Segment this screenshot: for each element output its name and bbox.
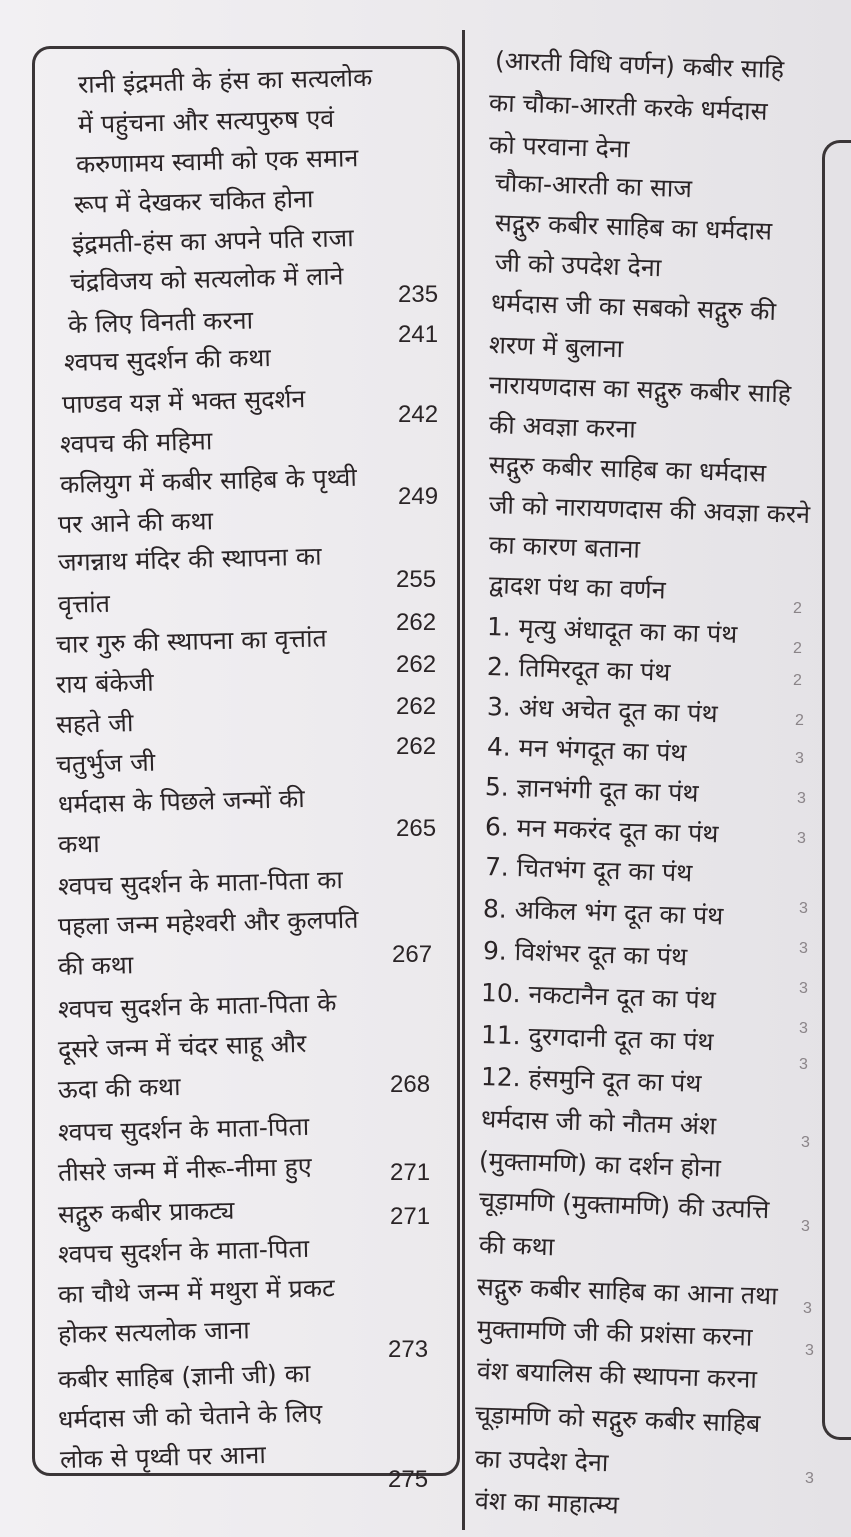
toc-line: का चौका-आरती करके धर्मदास [488,88,769,126]
toc-line: दूसरे जन्म में चंदर साहू और [57,1028,307,1064]
toc-line: 1. मृत्यु अंधादूत का का पंथ [486,612,738,649]
toc-line: कलियुग में कबीर साहिब के पृथ्वी [59,462,358,499]
toc-line: का उपदेश देना [474,1444,609,1478]
edge-page-number: 3 [799,900,808,917]
toc-line: जी को नारायणदास की अवज्ञा करने [488,490,811,530]
toc-line: सहते जी [55,708,134,739]
edge-page-number: 3 [799,1020,808,1037]
page-number: 255 [396,566,437,593]
toc-line: 9. विशंभर दूत का पंथ [482,936,688,972]
toc-line: 4. मन भंगदूत का पंथ [486,732,687,768]
page-number: 275 [388,1466,429,1493]
page-number: 249 [398,483,439,510]
edge-page-number: 3 [799,940,808,957]
edge-page-number: 3 [803,1300,812,1317]
toc-line: का कारण बताना [488,530,641,564]
page-number: 235 [398,281,439,308]
toc-line: का चौथे जन्म में मथुरा में प्रकट [57,1273,335,1309]
edge-page-number: 3 [797,830,806,847]
toc-line: धर्मदास जी को नौतम अंश [480,1104,717,1141]
toc-line: पर आने की कथा [57,506,214,539]
toc-line: वृत्तांत [57,588,111,619]
toc-line: धर्मदास जी का सबको सद्गुरु की [490,288,777,326]
toc-line: श्वपच सुदर्शन की कथा [63,342,272,377]
toc-line: श्वपच सुदर्शन के माता-पिता [57,1111,310,1147]
toc-line: 10. नकटानैन दूत का पंथ [480,978,717,1015]
toc-line: चतुर्भुज जी [55,747,156,779]
toc-line: लोक से पृथ्वी पर आना [59,1439,267,1474]
toc-line: ऊदा की कथा [57,1072,181,1104]
edge-page-number: 3 [801,1134,810,1151]
toc-line: के लिए विनती करना [67,305,254,339]
toc-line: की अवज्ञा करना [488,410,637,444]
toc-line: करुणामय स्वामी को एक समान [75,143,359,179]
toc-line: 6. मन मकरंद दूत का पंथ [484,812,719,849]
toc-line: कथा [57,828,100,859]
toc-line: में पहुंचना और सत्यपुरुष एवं [77,103,335,139]
page-number: 273 [388,1336,429,1363]
edge-page-number: 2 [795,712,804,729]
toc-line: 11. दुरगदानी दूत का पंथ [480,1020,714,1057]
toc-line: चूड़ामणि (मुक्तामणि) की उत्पत्ति [478,1186,770,1225]
page-number: 241 [398,321,439,348]
toc-line: 12. हंसमुनि दूत का पंथ [480,1062,702,1098]
edge-page-number: 2 [793,640,802,657]
toc-line: 5. ज्ञानभंगी दूत का पंथ [484,772,699,808]
toc-line: (आरती विधि वर्णन) कबीर साहि [494,46,785,85]
toc-line: 3. अंध अचेत दूत का पंथ [486,692,719,729]
page-number: 268 [390,1071,431,1098]
toc-line: तीसरे जन्म में नीरू-नीमा हुए [57,1151,312,1187]
toc-line: जी को उपदेश देना [494,248,662,283]
toc-line: श्वपच सुदर्शन के माता-पिता का [57,865,344,901]
toc-line: चंद्रविजय को सत्यलोक में लाने [69,261,344,297]
page-number: 262 [396,609,437,636]
edge-page-number: 3 [801,1218,810,1235]
toc-line: श्वपच सुदर्शन के माता-पिता [57,1233,310,1269]
toc-line: होकर सत्यलोक जाना [57,1315,251,1349]
toc-line: शरण में बुलाना [488,330,624,364]
page-number: 242 [398,401,439,428]
toc-line: चौका-आरती का साज [494,168,693,204]
toc-line: 2. तिमिरदूत का पंथ [486,652,671,687]
edge-page-number: 2 [793,600,802,617]
toc-line: सद्गुरु कबीर प्राकट्य [57,1195,235,1229]
page-number: 265 [396,815,437,842]
toc-line: रानी इंद्रमती के हंस का सत्यलोक [77,62,373,99]
toc-line: सद्गुरु कबीर साहिब का आना तथा [476,1272,779,1311]
page-number: 267 [392,941,433,968]
toc-line: सद्गुरु कबीर साहिब का धर्मदास [494,208,773,246]
toc-line: वंश बयालिस की स्थापना करना [476,1356,758,1394]
toc-line: श्वपच सुदर्शन के माता-पिता के [57,988,337,1024]
toc-line: कबीर साहिब (ज्ञानी जी) का [57,1358,311,1394]
toc-line: को परवाना देना [488,130,630,164]
right-toc-column [465,0,851,1537]
page-number: 262 [396,693,437,720]
toc-line: रूप में देखकर चकित होना [73,184,314,219]
edge-page-number: 3 [799,980,808,997]
toc-line: चार गुरु की स्थापना का वृत्तांत [55,623,328,659]
toc-line: श्वपच की महिमा [59,426,213,459]
page-number: 271 [390,1159,431,1186]
toc-line: पहला जन्म महेश्वरी और कुलपति [57,904,359,941]
toc-line: चूड़ामणि को सद्गुरु कबीर साहिब [474,1400,761,1438]
toc-line: की कथा [478,1230,555,1262]
toc-line: द्वादश पंथ का वर्णन [488,570,667,605]
toc-line: 8. अकिल भंग दूत का पंथ [482,894,724,931]
toc-line: धर्मदास जी को चेताने के लिए [57,1398,323,1434]
edge-page-number: 3 [799,1056,808,1073]
edge-page-number: 3 [795,750,804,767]
edge-page-number: 3 [805,1342,814,1359]
toc-line: नारायणदास का सद्गुरु कबीर साहि [488,370,792,409]
toc-line: पाण्डव यज्ञ में भक्त सुदर्शन [61,384,306,419]
toc-line: जगन्नाथ मंदिर की स्थापना का [57,541,322,577]
toc-line: धर्मदास के पिछले जन्मों की [57,783,305,819]
toc-line: (मुक्तामणि) का दर्शन होना [478,1146,722,1183]
page-number: 262 [396,733,437,760]
toc-line: सद्गुरु कबीर साहिब का धर्मदास [488,450,767,488]
edge-page-number: 2 [793,672,802,689]
toc-line: वंश का माहात्म्य [474,1486,620,1520]
toc-line: की कथा [57,950,134,981]
edge-page-number: 3 [797,790,806,807]
toc-line: 7. चितभंग दूत का पंथ [484,852,693,888]
toc-line: राय बंकेजी [55,667,154,699]
toc-line: मुक्तामणि जी की प्रशंसा करना [476,1314,753,1352]
edge-page-number: 3 [805,1470,814,1487]
toc-line: इंद्रमती-हंस का अपने पति राजा [71,223,354,259]
page-number: 271 [390,1203,431,1230]
page-number: 262 [396,651,437,678]
